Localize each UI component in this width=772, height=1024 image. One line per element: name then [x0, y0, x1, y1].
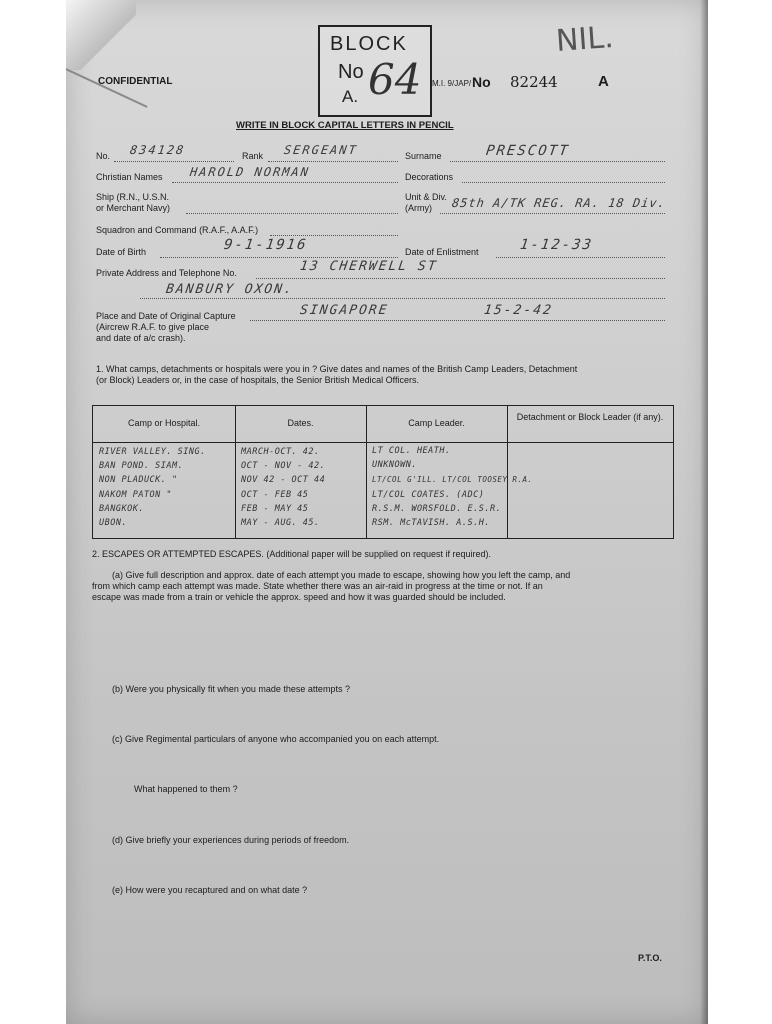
header-dates: Dates.: [287, 418, 314, 428]
stamp-no-text: No: [338, 61, 364, 83]
table-row-3-dates: NOV 42 - OCT 44: [241, 475, 326, 485]
rank-label: Rank: [242, 151, 264, 161]
christian-names-value: HAROLD NORMAN: [189, 165, 311, 179]
question-2c-followup: What happened to them ?: [134, 784, 238, 794]
date-of-birth-value: 9-1-1916: [222, 237, 309, 253]
table-row-1-leader: LT COL. HEATH.: [372, 446, 451, 456]
question-1-text: 1. What camps, detachments or hospitals were you in ? Give dates and names of the British Camp Leaders, Detachment: [96, 364, 578, 374]
surname-value: PRESCOTT: [484, 143, 571, 159]
table-row-6-camp: UBON.: [99, 518, 128, 528]
question-2e-text: (e) How were you recaptured and on what date ?: [112, 885, 308, 895]
question-2a-text: (a) Give full description and approx. date of each attempt you made to escape, showing how you left the camp, and: [112, 570, 571, 580]
decorations-label: Decorations: [405, 172, 454, 182]
capture-place-value: SINGAPORE: [298, 303, 390, 318]
stamp-number: 64: [368, 55, 422, 104]
table-row-5-leader: R.S.M. WORSFOLD. E.S.R.: [372, 504, 502, 514]
table-row-6-dates: MAY - AUG. 45.: [241, 518, 320, 528]
table-row-1-camp: RIVER VALLEY. SING.: [99, 447, 206, 457]
squadron-label: Squadron and Command (R.A.F., A.A.F.): [96, 225, 259, 235]
question-2a-text-2: from which camp each attempt was made. State whether there was an air-raid in progress at the time or not. If an: [92, 581, 543, 591]
question-1-text-2: (or Block) Leaders or, in the case of hospitals, the Senior British Medical Officers.: [96, 375, 419, 385]
table-row-3-leader: LT/COL G'ILL. LT/COL TOOSEY R.A.: [372, 475, 533, 484]
address-label: Private Address and Telephone No.: [96, 268, 237, 278]
question-2-title: 2. ESCAPES OR ATTEMPTED ESCAPES. (Additional paper will be supplied on request if required).: [92, 549, 492, 559]
table-row-2-camp: BAN POND. SIAM.: [99, 461, 184, 471]
question-2b-text: (b) Were you physically fit when you made these attempts ?: [112, 684, 350, 694]
table-row-4-leader: LT/COL COATES. (ADC): [372, 490, 485, 500]
capture-label-3: and date of a/c crash).: [96, 333, 186, 343]
form-instruction: WRITE IN BLOCK CAPITAL LETTERS IN PENCIL: [236, 120, 454, 131]
table-row-2-dates: OCT - NOV - 42.: [241, 461, 326, 471]
ship-label: Ship (R.N., U.S.N.: [96, 192, 170, 202]
date-of-enlistment-value: 1-12-33: [518, 237, 595, 253]
page-corner-curl: [66, 0, 136, 70]
unit-label: Unit & Div.: [405, 192, 447, 202]
stamp-a-text: A.: [342, 87, 359, 106]
table-row-5-dates: FEB - MAY 45: [241, 504, 309, 514]
table-row-1-dates: MARCH-OCT. 42.: [241, 447, 320, 457]
nil-handwritten-note: NIL.: [554, 20, 615, 59]
table-row-2-leader: UNKNOWN.: [372, 460, 417, 470]
table-row-5-camp: BANGKOK.: [99, 504, 144, 514]
header-detachment-leader: Detachment or Block Leader (if any).: [516, 412, 664, 422]
confidential-label: CONFIDENTIAL: [98, 76, 173, 87]
question-2d-text: (d) Give briefly your experiences during periods of freedom.: [112, 835, 350, 845]
table-row-4-dates: OCT - FEB 45: [241, 490, 309, 500]
surname-label: Surname: [405, 151, 442, 161]
christian-names-label: Christian Names: [96, 172, 163, 182]
page-edge-shadow: [700, 0, 708, 1024]
form-reference: M.I. 9/JAP/: [432, 79, 472, 88]
service-number-value: 834128: [129, 143, 187, 157]
date-of-birth-label: Date of Birth: [96, 247, 147, 257]
rank-value: SERGEANT: [283, 143, 359, 157]
please-turn-over: P.T.O.: [638, 953, 662, 963]
question-2a-text-3: escape was made from a train or vehicle the approx. speed and how it was guarded should be included.: [92, 592, 506, 602]
ship-label-2: or Merchant Navy): [96, 203, 171, 213]
header-camp-leader: Camp Leader.: [408, 418, 465, 428]
question-2c-text: (c) Give Regimental particulars of anyone who accompanied you on each attempt.: [112, 734, 440, 744]
address-line-1: 13 CHERWELL ST: [298, 259, 439, 274]
table-row-4-camp: NAKOM PATON ": [99, 490, 173, 500]
table-row-3-camp: NON PLADUCK. ": [99, 475, 178, 485]
form-no-label: No: [472, 74, 491, 90]
date-of-enlistment-label: Date of Enlistment: [405, 247, 479, 257]
stamp-block-text: BLOCK: [330, 33, 408, 55]
capture-label-2: (Aircrew R.A.F. to give place: [96, 322, 210, 332]
form-serial-number: 82244: [510, 73, 558, 91]
capture-date-value: 15-2-42: [482, 303, 554, 318]
camps-table: [92, 405, 674, 539]
block-stamp: [318, 25, 432, 117]
header-camp: Camp or Hospital.: [127, 418, 201, 428]
form-serial-suffix: A: [598, 73, 609, 90]
capture-label: Place and Date of Original Capture: [96, 311, 236, 321]
unit-label-2: (Army): [405, 203, 432, 213]
table-row-6-leader: RSM. McTAVISH. A.S.H.: [372, 518, 490, 528]
unit-value: 85th A/TK REG. RA. 18 Div.: [451, 196, 667, 210]
address-line-2: BANBURY OXON.: [164, 282, 295, 297]
no-label: No.: [96, 151, 111, 161]
